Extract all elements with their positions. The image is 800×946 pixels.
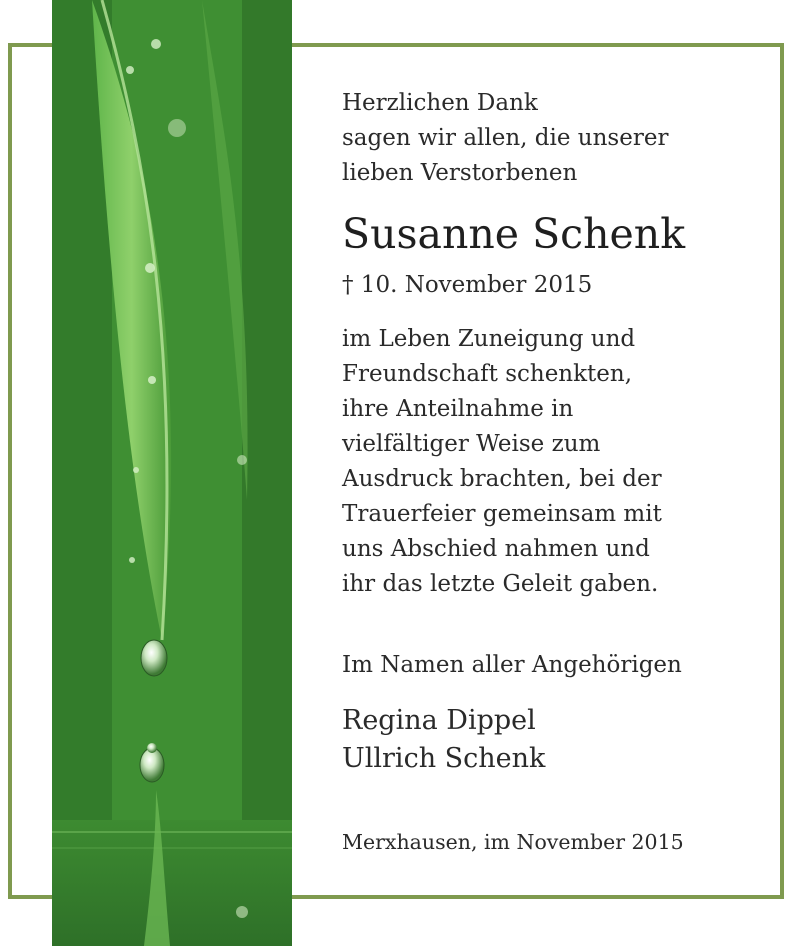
body-line: Ausdruck brachten, bei der — [342, 466, 662, 492]
body-line: Trauerfeier gemeinsam mit — [342, 501, 662, 527]
on-behalf-line: Im Namen aller Angehörigen — [342, 652, 682, 678]
body-line: vielfältiger Weise zum — [342, 431, 601, 457]
leaf-water-drop-photo — [52, 0, 292, 946]
intro-line: Herzlichen Dank — [342, 90, 538, 116]
body-line: Freundschaft schenkten, — [342, 361, 633, 387]
place-date: Merxhausen, im November 2015 — [342, 830, 684, 854]
death-date: † 10. November 2015 — [342, 272, 593, 298]
body-line: uns Abschied nahmen und — [342, 536, 650, 562]
signatory-name: Ullrich Schenk — [342, 743, 546, 774]
body-line: ihre Anteilnahme in — [342, 396, 574, 422]
deceased-name: Susanne Schenk — [342, 210, 686, 258]
body-line: ihr das letzte Geleit gaben. — [342, 571, 659, 597]
leaf-illustration — [52, 0, 292, 946]
intro-line: lieben Verstorbenen — [342, 160, 578, 186]
intro-line: sagen wir allen, die unserer — [342, 125, 669, 151]
signatory-name: Regina Dippel — [342, 705, 536, 736]
body-line: im Leben Zuneigung und — [342, 326, 636, 352]
